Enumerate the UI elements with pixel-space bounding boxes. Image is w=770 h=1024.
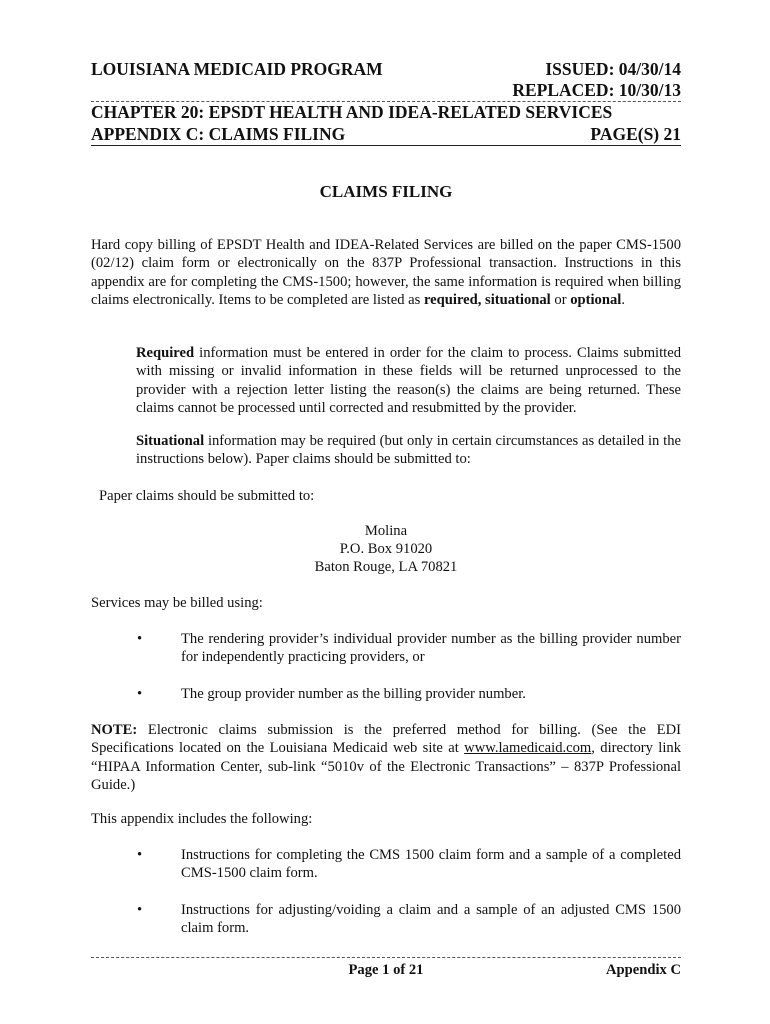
replaced-date: REPLACED: 10/30/13	[512, 80, 681, 100]
list-item	[137, 846, 682, 886]
situational-label: Situational	[136, 433, 205, 449]
list-item-text: Instructions for adjusting/voiding a claim and a sample of an adjusted CMS 1500 claim form.	[181, 902, 681, 937]
header-row-4	[91, 123, 681, 145]
bullet-icon: •	[137, 631, 143, 647]
bullet-icon: •	[137, 686, 143, 702]
required-label: Required	[136, 345, 195, 361]
intro-text-end: .	[621, 291, 625, 308]
list-item	[137, 685, 682, 705]
intro-bold-required-situational: required, situational	[423, 291, 551, 308]
note-text-end: , directory link “HIPAA Information Center, sub-link “5010v of the Electronic Transactions” – 837P Professional Guide.)	[91, 740, 682, 793]
list-item-text: Instructions for completing the CMS 1500 claim form and a sample of a completed CMS-1500 claim form.	[181, 847, 681, 882]
submit-line: Paper claims should be submitted to:	[99, 488, 315, 504]
program-name: LOUISIANA MEDICAID PROGRAM	[91, 59, 383, 79]
list-item	[137, 630, 682, 670]
situational-text: information may be required (but only in certain circumstances as detailed in the instructions below). Paper claims should be submitted to:	[136, 433, 681, 468]
page-number: Page 1 of 21	[348, 962, 424, 978]
note-paragraph	[91, 721, 681, 794]
note-text: Electronic claims submission is the preferred method for billing. (See the EDI Specifications located on the Louisiana Medicaid web site at	[91, 722, 681, 757]
page-count: PAGE(S) 21	[590, 124, 681, 144]
required-paragraph	[136, 344, 681, 417]
header-row-3	[91, 101, 681, 123]
note-label: NOTE:	[91, 722, 138, 738]
situational-paragraph	[136, 432, 681, 469]
issued-date: ISSUED: 04/30/14	[545, 59, 681, 79]
address-line-3: Baton Rouge, LA 70821	[314, 559, 458, 575]
header-underline	[91, 145, 681, 146]
address-line-1: Molina	[364, 523, 408, 539]
website-link[interactable]: www.lamedicaid.com	[464, 740, 592, 757]
header-row-2	[91, 79, 681, 101]
required-text: information must be entered in order for the claim to process. Claims submitted with missing or invalid information in these fields will be returned unprocessed to the provider with a rejection letter listing the reason(s) the claims are being returned. These claims cannot be processed until corrected and resubmitted by the provider.	[136, 345, 681, 416]
chapter-title: CHAPTER 20: EPSDT HEALTH AND IDEA-RELATED SERVICES	[91, 102, 613, 122]
list-item-text: The group provider number as the billing provider number.	[181, 686, 526, 702]
page-title: CLAIMS FILING	[319, 182, 453, 201]
intro-paragraph	[91, 236, 681, 309]
footer-divider	[91, 957, 681, 958]
intro-bold-optional: optional	[570, 291, 622, 308]
intro-text-or: or	[550, 291, 571, 308]
footer-appendix: Appendix C	[605, 962, 681, 978]
includes-line: This appendix includes the following:	[91, 811, 313, 827]
list-item-text: The rendering provider’s individual provider number as the billing provider number for independently practicing providers, or	[181, 631, 681, 666]
billed-using-line: Services may be billed using:	[91, 595, 263, 611]
list-item	[137, 901, 682, 941]
bullet-icon: •	[137, 847, 143, 863]
bullet-icon: •	[137, 902, 143, 918]
intro-text: Hard copy billing of EPSDT Health and IDEA-Related Services are billed on the paper CMS-1500 (02/12) claim form or electronically on the 837P Professional transaction. Instructions in this appendix are for completing the CMS-1500; however, the same information is required when billing claims electronically. Items to be completed are listed as	[91, 237, 681, 308]
address-line-2: P.O. Box 91020	[339, 541, 433, 557]
header-row-1	[91, 58, 681, 80]
appendix-title: APPENDIX C: CLAIMS FILING	[91, 124, 346, 144]
